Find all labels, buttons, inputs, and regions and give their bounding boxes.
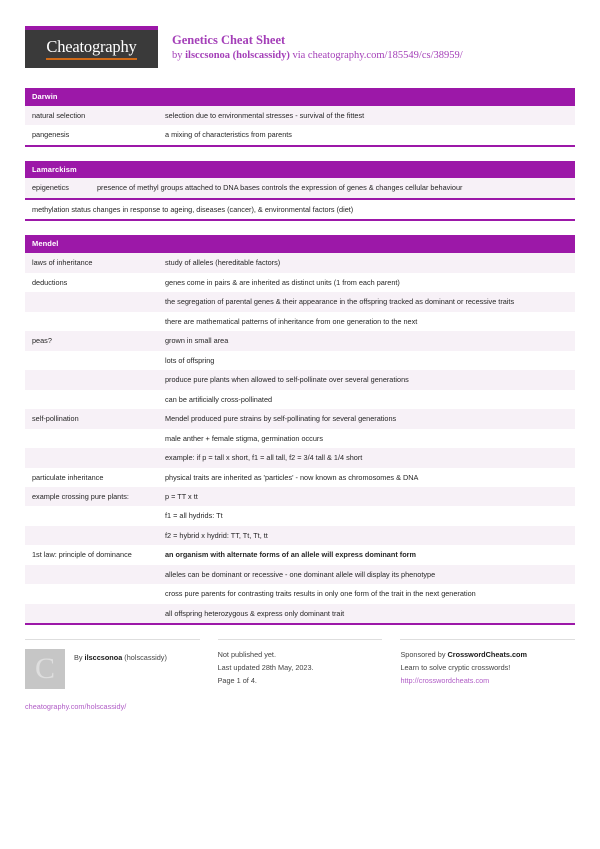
author-name[interactable]: ilsccsonoa [84, 653, 123, 663]
last-updated: Last updated 28th May, 2023. [217, 663, 314, 673]
row-value: example: if p = tall x short, f1 = all tall, f2 = 3/4 tall & 1/4 short [158, 448, 575, 467]
title-block [172, 26, 463, 64]
author-credit [74, 649, 167, 665]
row-value: the segregation of parental genes & their appearance in the offspring tracked as dominant or recessive traits [158, 292, 575, 311]
row-value: methylation status changes in response to ageing, diseases (cancer), & environmental factors (diet) [25, 199, 575, 219]
row-value: f2 = hybrid x hydrid: TT, Tt, Tt, tt [158, 526, 575, 545]
row-key [25, 390, 158, 409]
row-value: study of alleles (hereditable factors) [158, 253, 575, 272]
table-row [25, 292, 575, 311]
table-row [25, 468, 575, 487]
byline-prefix: by [172, 49, 186, 61]
footer-author-column [25, 639, 200, 714]
row-value: genes come in pairs & are inherited as distinct units (1 from each parent) [158, 273, 575, 292]
table-row [25, 273, 575, 292]
block-heading: Lamarckism [25, 161, 575, 179]
row-value: a mixing of characteristics from parents [158, 125, 575, 144]
table-row [25, 390, 575, 409]
table-row [25, 604, 575, 623]
table-row [25, 351, 575, 370]
row-value: grown in small area [158, 331, 575, 350]
byline [172, 49, 463, 64]
byline-url[interactable]: cheatography.com/185549/cs/38959/ [307, 49, 463, 61]
sponsor-name[interactable]: CrosswordCheats.com [447, 650, 527, 660]
table-row [25, 506, 575, 525]
row-key [25, 429, 158, 448]
sponsor-line [400, 649, 575, 662]
table-row [25, 429, 575, 448]
row-key [25, 312, 158, 331]
row-key [25, 565, 158, 584]
row-value: presence of methyl groups attached to DNA bases controls the expression of genes & changes cellular behaviour [90, 178, 575, 198]
table-row [25, 125, 575, 144]
row-key: natural selection [25, 106, 158, 125]
page-footer [25, 639, 575, 714]
row-key [25, 506, 158, 525]
row-key: particulate inheritance [25, 468, 158, 487]
table-row [25, 199, 575, 219]
content-block [25, 235, 575, 625]
content-block [25, 161, 575, 222]
footer-sponsor-column [400, 639, 575, 714]
row-key [25, 292, 158, 311]
row-value: all offspring heterozygous & express only dominant trait [158, 604, 575, 623]
block-table [25, 106, 575, 145]
sponsor-prefix: Sponsored by [400, 650, 448, 660]
logo-text: Cheatography [46, 38, 136, 59]
row-value: lots of offspring [158, 351, 575, 370]
row-value: produce pure plants when allowed to self-pollinate over several generations [158, 370, 575, 389]
author-prefix: By [74, 653, 85, 663]
row-key [25, 448, 158, 467]
block-table [25, 253, 575, 623]
row-key: laws of inheritance [25, 253, 158, 272]
table-row [25, 331, 575, 350]
page-header [25, 26, 575, 74]
byline-author[interactable]: ilsccsonoa (holscassidy) [185, 49, 290, 61]
row-key [25, 370, 158, 389]
content-blocks [25, 88, 575, 625]
block-heading: Mendel [25, 235, 575, 253]
block-table [25, 178, 575, 219]
row-value: alleles can be dominant or recessive - one dominant allele will display its phenotype [158, 565, 575, 584]
row-value: physical traits are inherited as 'particles' - now known as chromosomes & DNA [158, 468, 575, 487]
row-key: example crossing pure plants: [25, 487, 158, 506]
avatar: C [25, 649, 65, 689]
table-row [25, 178, 575, 198]
table-row [25, 565, 575, 584]
table-row [25, 487, 575, 506]
sponsor-tagline: Learn to solve cryptic crosswords! [400, 663, 511, 673]
row-key: self-pollination [25, 409, 158, 428]
row-value: Mendel produced pure strains by self-pollinating for several generations [158, 409, 575, 428]
row-key [25, 584, 158, 603]
publish-status: Not published yet. [217, 650, 276, 660]
page-number: Page 1 of 4. [217, 675, 257, 685]
author-handle: (holscassidy) [122, 653, 167, 663]
footer-meta-column [218, 639, 383, 714]
row-key: deductions [25, 273, 158, 292]
table-row [25, 106, 575, 125]
row-value: can be artificially cross-pollinated [158, 390, 575, 409]
byline-via: via [289, 49, 308, 61]
row-key: peas? [25, 331, 158, 350]
row-value: there are mathematical patterns of inheritance from one generation to the next [158, 312, 575, 331]
block-heading: Darwin [25, 88, 575, 106]
sponsor-link[interactable]: http://crosswordcheats.com [400, 675, 490, 685]
row-key: pangenesis [25, 125, 158, 144]
table-row [25, 584, 575, 603]
table-row [25, 545, 575, 564]
row-key [25, 604, 158, 623]
row-key [25, 351, 158, 370]
content-block [25, 88, 575, 147]
row-value: selection due to environmental stresses - survival of the fittest [158, 106, 575, 125]
row-key [25, 526, 158, 545]
table-row [25, 526, 575, 545]
table-row [25, 448, 575, 467]
row-value: f1 = all hydrids: Tt [158, 506, 575, 525]
table-row [25, 312, 575, 331]
row-value: p = TT x tt [158, 487, 575, 506]
page-title: Genetics Cheat Sheet [172, 33, 286, 47]
row-value: male anther + female stigma, germination occurs [158, 429, 575, 448]
profile-link[interactable]: cheatography.com/holscassidy/ [25, 702, 127, 712]
cheatography-logo[interactable] [25, 26, 158, 68]
row-value: cross pure parents for contrasting traits results in only one form of the trait in the next generation [158, 584, 575, 603]
row-key: epigenetics [25, 178, 90, 198]
table-row [25, 409, 575, 428]
row-key: 1st law: principle of dominance [25, 545, 158, 564]
table-row [25, 370, 575, 389]
table-row [25, 253, 575, 272]
row-value: an organism with alternate forms of an allele will express dominant form [158, 545, 575, 564]
